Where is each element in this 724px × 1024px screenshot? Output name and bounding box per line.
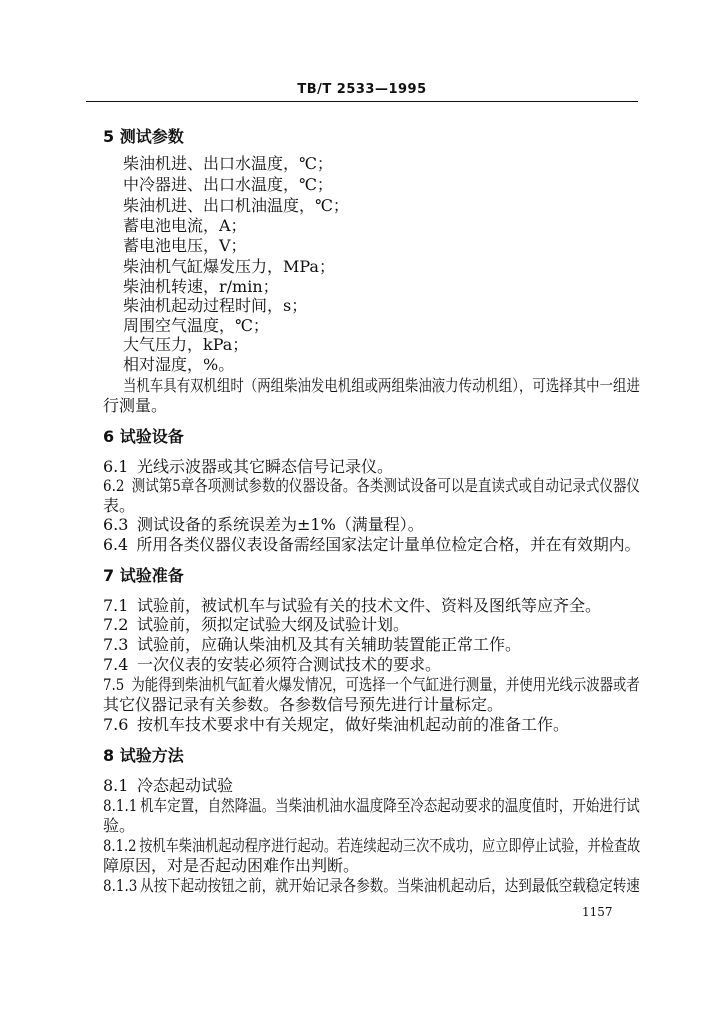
clause-number: 6.2 (103, 476, 125, 495)
section-8-title: 8 试验方法 (103, 746, 184, 765)
clause-text: 测试第5章各项测试参数的仪器设备。各类测试设备可以是直读式或自动记录式仪器仪 (131, 476, 640, 495)
standard-number-header: TB/T 2533—1995 (297, 82, 427, 97)
clause-7-5-line-2: 其它仪器记录有关参数。各参数信号预先进行计量标定。 (103, 695, 504, 714)
clause-8-1-2-line-2: 障原因，对是否起动困难作出判断。 (103, 856, 360, 875)
section-5-note-line-1: 当机车具有双机组时（两组柴油发电机组或两组柴油液力传动机组），可选择其中一组进 (123, 376, 640, 395)
clause-number: 6.1 (103, 457, 129, 476)
clause-text: 试验前，应确认柴油机及其有关辅助装置能正常工作。 (137, 635, 522, 654)
clause-text: 光线示波器或其它瞬态信号记录仪。 (137, 457, 394, 476)
clause-number: 8.1.1 (103, 796, 138, 815)
param-item-10: 大气压力，kPa； (123, 335, 249, 354)
param-item-2: 中冷器进、出口水温度，℃； (123, 175, 333, 194)
param-item-1: 柴油机进、出口水温度，℃； (123, 154, 333, 173)
clause-8-1-1-line-2: 验。 (103, 816, 136, 835)
clause-number: 8.1 (103, 776, 129, 795)
clause-6-3 (103, 516, 424, 534)
clause-7-2 (103, 616, 409, 634)
clause-8-1-3-line-1 (103, 877, 640, 895)
clause-number: 7.6 (103, 715, 129, 734)
clause-number: 7.5 (103, 675, 125, 694)
clause-number: 6.4 (103, 535, 129, 554)
clause-7-5-line-1 (103, 676, 640, 694)
clause-6-4 (103, 536, 640, 554)
param-item-4: 蓄电池电流，A； (123, 216, 247, 235)
clause-8-1-1-line-1 (103, 797, 640, 815)
section-7-title: 7 试验准备 (103, 566, 184, 585)
clause-number: 8.1.3 (103, 876, 138, 895)
page-number: 1157 (582, 905, 613, 919)
clause-number: 6.3 (103, 515, 129, 534)
section-5-note-line-2: 行测量。 (103, 396, 168, 415)
section-5-title: 5 测试参数 (103, 127, 184, 146)
clause-number: 8.1.2 (103, 836, 137, 855)
clause-number: 7.3 (103, 635, 129, 654)
clause-7-4 (103, 656, 441, 674)
clause-text: 机车定置，自然降温。当柴油机油水温度降至冷态起动要求的温度值时，开始进行试 (140, 796, 640, 815)
clause-text: 试验前，被试机车与试验有关的技术文件、资料及图纸等应齐全。 (137, 596, 602, 615)
header-rule (86, 101, 638, 102)
clause-7-6 (103, 716, 569, 734)
param-item-6: 柴油机气缸爆发压力，MPa； (123, 257, 335, 276)
clause-6-1 (103, 458, 393, 476)
clause-text: 冷态起动试验 (137, 776, 234, 795)
clause-text: 测试设备的系统误差为±1%（满量程）。 (137, 515, 424, 534)
param-item-8: 柴油机起动过程时间，s； (123, 296, 308, 315)
param-item-3: 柴油机进、出口机油温度，℃； (123, 196, 349, 215)
clause-text: 按机车柴油机起动程序进行起动。若连续起动三次不成功，应立即停止试验，并检查故 (139, 836, 641, 855)
clause-6-2-line-2: 表。 (103, 496, 136, 515)
clause-text: 试验前，须拟定试验大纲及试验计划。 (137, 615, 410, 634)
clause-number: 7.1 (103, 596, 129, 615)
clause-text: 一次仪表的安装必须符合测试技术的要求。 (137, 655, 442, 674)
param-item-7: 柴油机转速，r/min； (123, 277, 279, 296)
clause-number: 7.4 (103, 655, 129, 674)
clause-text: 按机车技术要求中有关规定，做好柴油机起动前的准备工作。 (137, 715, 570, 734)
clause-text: 从按下起动按钮之前，就开始记录各参数。当柴油机起动后，达到最低空载稳定转速 (140, 876, 640, 895)
section-6-title: 6 试验设备 (103, 427, 184, 446)
clause-8-1-2-line-1 (103, 837, 640, 855)
clause-number: 7.2 (103, 615, 129, 634)
param-item-9: 周围空气温度，℃； (123, 316, 269, 335)
param-item-11: 相对湿度，%。 (123, 355, 235, 374)
clause-text: 为能得到柴油机气缸着火爆发情况，可选择一个气缸进行测量，并使用光线示波器或者 (131, 675, 640, 694)
clause-text: 所用各类仪器仪表设备需经国家法定计量单位检定合格，并在有效期内。 (136, 535, 641, 554)
clause-7-1 (103, 597, 601, 615)
clause-8-1 (103, 777, 233, 795)
clause-6-2-line-1 (103, 477, 640, 495)
clause-7-3 (103, 636, 521, 654)
param-item-5: 蓄电池电压，V； (123, 236, 247, 255)
